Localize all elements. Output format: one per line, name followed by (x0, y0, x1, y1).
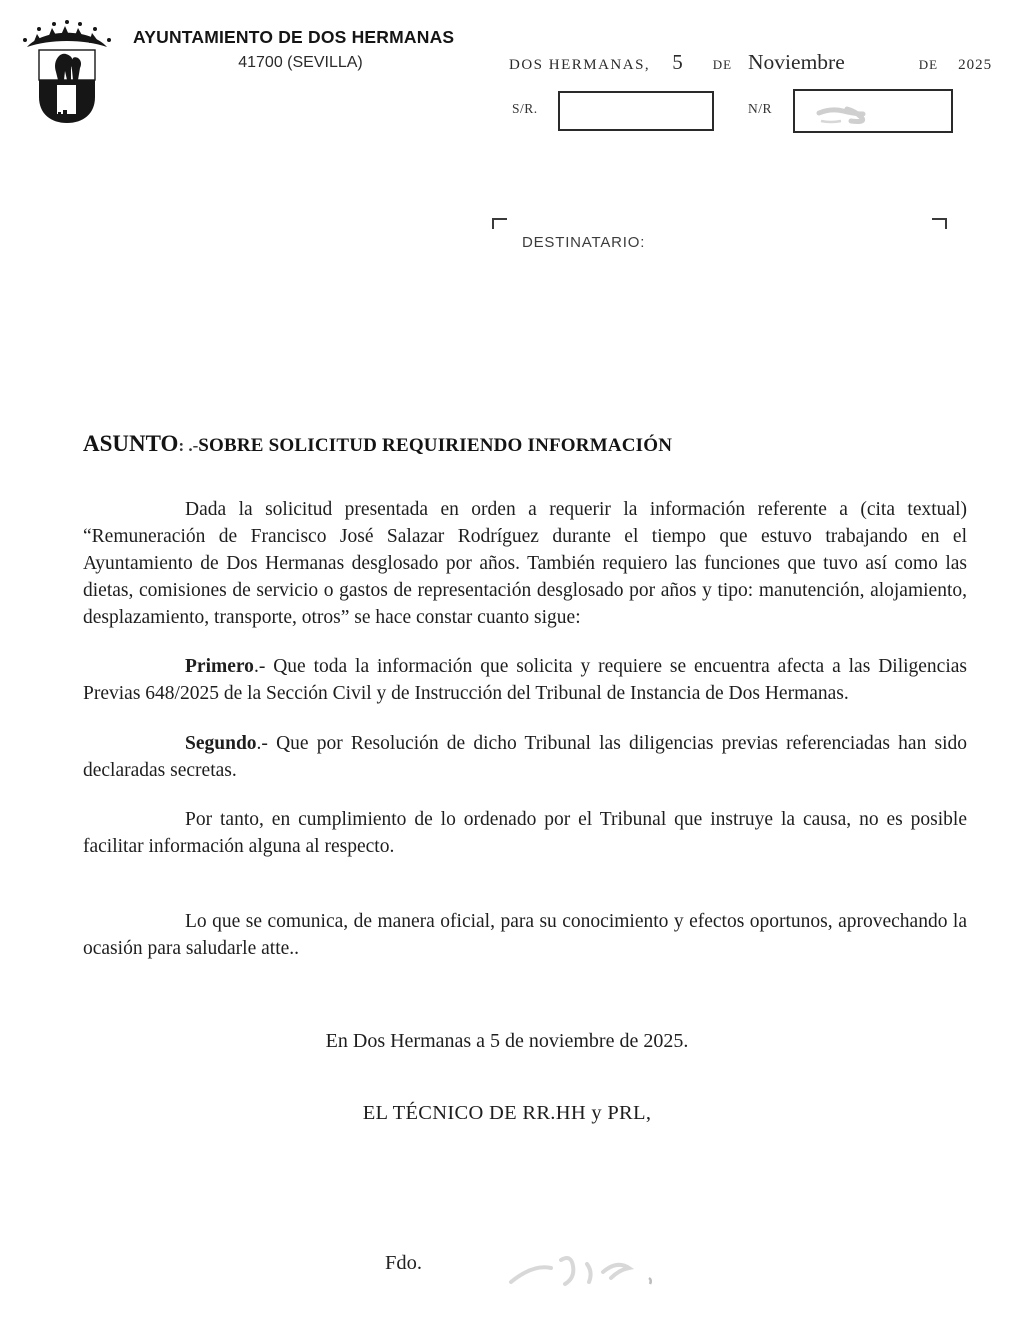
letterhead (133, 27, 473, 72)
subject-separator: : .- (178, 436, 199, 455)
dateline-city: DOS HERMANAS, (509, 57, 651, 73)
paragraph-por-tanto: Por tanto, en cumplimiento de lo ordenado por el Tribunal que instruye la causa, no es posible facilitar información alguna al respecto. (83, 809, 967, 857)
dateline (509, 50, 999, 75)
nr-value-box (793, 89, 953, 133)
paragraph-closing-formula: Lo que se comunica, de manera oficial, para su conocimiento y efectos oportunos, aprovechando la ocasión para saludarle atte.. (83, 911, 967, 959)
dateline-month: Noviembre (748, 50, 845, 74)
dateline-year: 2025 (958, 57, 993, 73)
nr-label: N/R (748, 101, 773, 116)
signed-label: Fdo. (385, 1252, 423, 1274)
reference-fields (509, 88, 999, 134)
signature-block (385, 1252, 422, 1302)
recipient-label: DESTINATARIO: (522, 234, 646, 251)
letter-body (83, 496, 967, 962)
dateline-de: DE (712, 57, 733, 72)
subject-label: ASUNTO (83, 431, 179, 456)
paragraph-segundo: Segundo.- Que por Resolución de dicho Tribunal las diligencias previas referenciadas han sido declaradas secretas. (83, 733, 967, 781)
org-name: AYUNTAMIENTO DE DOS HERMANAS (133, 27, 455, 47)
paragraph-intro: Dada la solicitud presentada en orden a requerir la información referente a (cita textual) “Remuneración de Francisco José Salazar Rodríguez durante el tiempo que estuvo trabajando en el Ayuntamiento de Dos Hermanas desglosado por años. También requiero las funciones que tuvo así como las dietas, comisiones de servicio o gastos de representación desglosado por años y tipo: manutención, alojamiento, desplazamiento, transporte, otros” se hace constar cuanto sigue: (83, 499, 967, 628)
subject-line (83, 431, 672, 457)
address-window-corner-right (932, 218, 947, 229)
subject-text: SOBRE SOLICITUD REQUIRIENDO INFORMACIÓN (198, 435, 673, 456)
sr-label: S/R. (512, 101, 538, 116)
nr-handwritten-mark-icon (813, 101, 903, 127)
place-and-date-line: En Dos Hermanas a 5 de noviembre de 2025. (325, 1030, 689, 1052)
org-location: 41700 (SEVILLA) (238, 54, 363, 71)
paragraph-primero: Primero.- Que toda la información que solicita y requiere se encuentra afecta a las Diligencias Previas 648/2025 de la Sección Civil y de Instrucción del Tribunal de Instancia de Dos Hermanas. (83, 656, 967, 704)
signature-mark-icon (503, 1238, 683, 1296)
sr-value-box (558, 91, 714, 131)
dateline-de: DE (918, 57, 939, 72)
signer-title-line: EL TÉCNICO DE RR.HH y PRL, (362, 1102, 652, 1124)
dateline-day: 5 (672, 50, 683, 74)
address-window-corner-left (492, 218, 507, 229)
dos-hermanas-coat-of-arms-icon (14, 14, 120, 130)
